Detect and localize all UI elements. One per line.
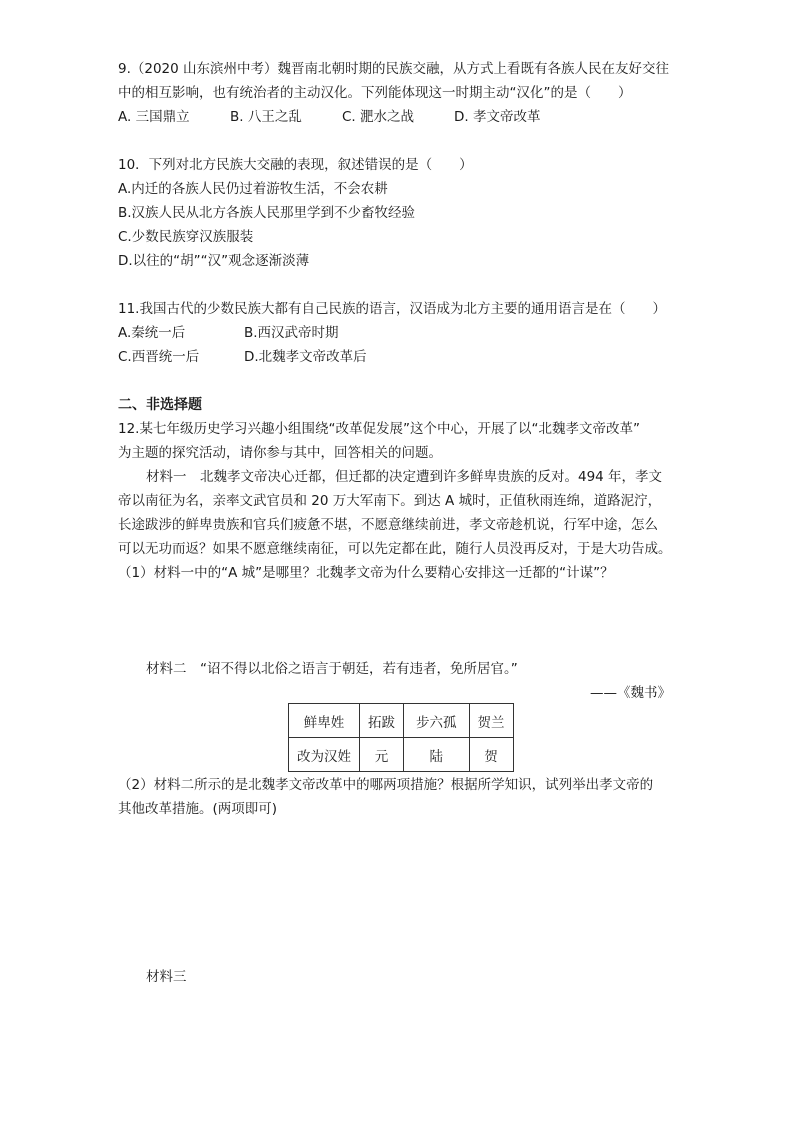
q11-options-row2 bbox=[118, 346, 367, 368]
q10-option-b: B.汉族人民从北方各族人民那里学到不少畜牧经验 bbox=[118, 205, 416, 221]
q9-options bbox=[118, 106, 540, 128]
surname-table bbox=[288, 703, 514, 772]
material1-line3: 长途跋涉的鲜卑贵族和官兵们疲惫不堪，不愿意继续前进，孝文帝趁机说，行军中途，怎么 bbox=[118, 517, 658, 533]
table-cell: 贺 bbox=[469, 738, 513, 772]
q11-option-c: C.西晋统一后 bbox=[118, 349, 200, 365]
q9-option-c: C. 淝水之战 bbox=[342, 109, 415, 125]
table-cell: 贺兰 bbox=[469, 704, 513, 738]
material1-line4: 可以无功而返？如果不愿意继续南征，可以先定都在此，随行人员没再反对，于是大功告成。 bbox=[118, 541, 672, 557]
material2-source: ——《魏书》 bbox=[590, 685, 671, 701]
q10-option-d: D.以往的“胡”“汉”观念逐渐淡薄 bbox=[118, 253, 310, 269]
material3-label: 材料三 bbox=[146, 969, 187, 985]
section-heading: 二、非选择题 bbox=[118, 397, 202, 413]
material2-quote: 材料二 “诏不得以北俗之语言于朝廷，若有违者，免所居官。” bbox=[146, 661, 518, 677]
q9-option-a: A. 三国鼎立 bbox=[118, 109, 190, 125]
table-row bbox=[289, 704, 514, 738]
table-row bbox=[289, 738, 514, 772]
q9-option-b: B. 八王之乱 bbox=[230, 109, 302, 125]
table-cell: 鲜卑姓 bbox=[289, 704, 360, 738]
table-cell: 元 bbox=[360, 738, 404, 772]
q9-stem-line1: 9.（2020 山东滨州中考）魏晋南北朝时期的民族交融，从方式上看既有各族人民在友好交往 bbox=[118, 61, 670, 77]
q11-options-row1 bbox=[118, 322, 339, 344]
sub-question-2-line1: （2）材料二所示的是北魏孝文帝改革中的哪两项措施？根据所学知识，试列举出孝文帝的 bbox=[118, 777, 654, 793]
q9-option-d: D. 孝文帝改革 bbox=[454, 109, 541, 125]
q10-option-c: C.少数民族穿汉族服装 bbox=[118, 229, 254, 245]
q11-stem: 11.我国古代的少数民族大都有自己民族的语言，汉语成为北方主要的通用语言是在（ ） bbox=[118, 301, 666, 317]
material1-line1: 材料一 北魏孝文帝决心迁都，但迁都的决定遭到许多鲜卑贵族的反对。494 年，孝文 bbox=[146, 469, 663, 485]
q12-stem-line1: 12.某七年级历史学习兴趣小组围绕“改革促发展”这个中心，开展了以“北魏孝文帝改革” bbox=[118, 421, 640, 437]
q11-option-b: B.西汉武帝时期 bbox=[244, 325, 339, 341]
table-cell: 陆 bbox=[404, 738, 470, 772]
table-cell: 改为汉姓 bbox=[289, 738, 360, 772]
q12-stem-line2: 为主题的探究活动，请你参与其中，回答相关的问题。 bbox=[118, 445, 442, 461]
table-cell: 拓跋 bbox=[360, 704, 404, 738]
table-cell: 步六孤 bbox=[404, 704, 470, 738]
q10-option-a: A.内迁的各族人民仍过着游牧生活，不会农耕 bbox=[118, 181, 388, 197]
q11-option-d: D.北魏孝文帝改革后 bbox=[244, 349, 367, 365]
q11-option-a: A.秦统一后 bbox=[118, 325, 186, 341]
q9-stem-line2: 中的相互影响，也有统治者的主动汉化。下列能体现这一时期主动“汉化”的是（ ） bbox=[118, 85, 632, 101]
q10-stem: 10．下列对北方民族大交融的表现，叙述错误的是（ ） bbox=[118, 157, 473, 173]
material1-line2: 帝以南征为名，亲率文武官员和 20 万大军南下。到达 A 城时，正值秋雨连绵，道路泥泞， bbox=[118, 493, 662, 509]
sub-question-1: （1）材料一中的“A 城”是哪里？北魏孝文帝为什么要精心安排这一迁都的“计谋”？ bbox=[118, 565, 614, 581]
sub-question-2-line2: 其他改革措施。(两项即可) bbox=[118, 801, 278, 817]
